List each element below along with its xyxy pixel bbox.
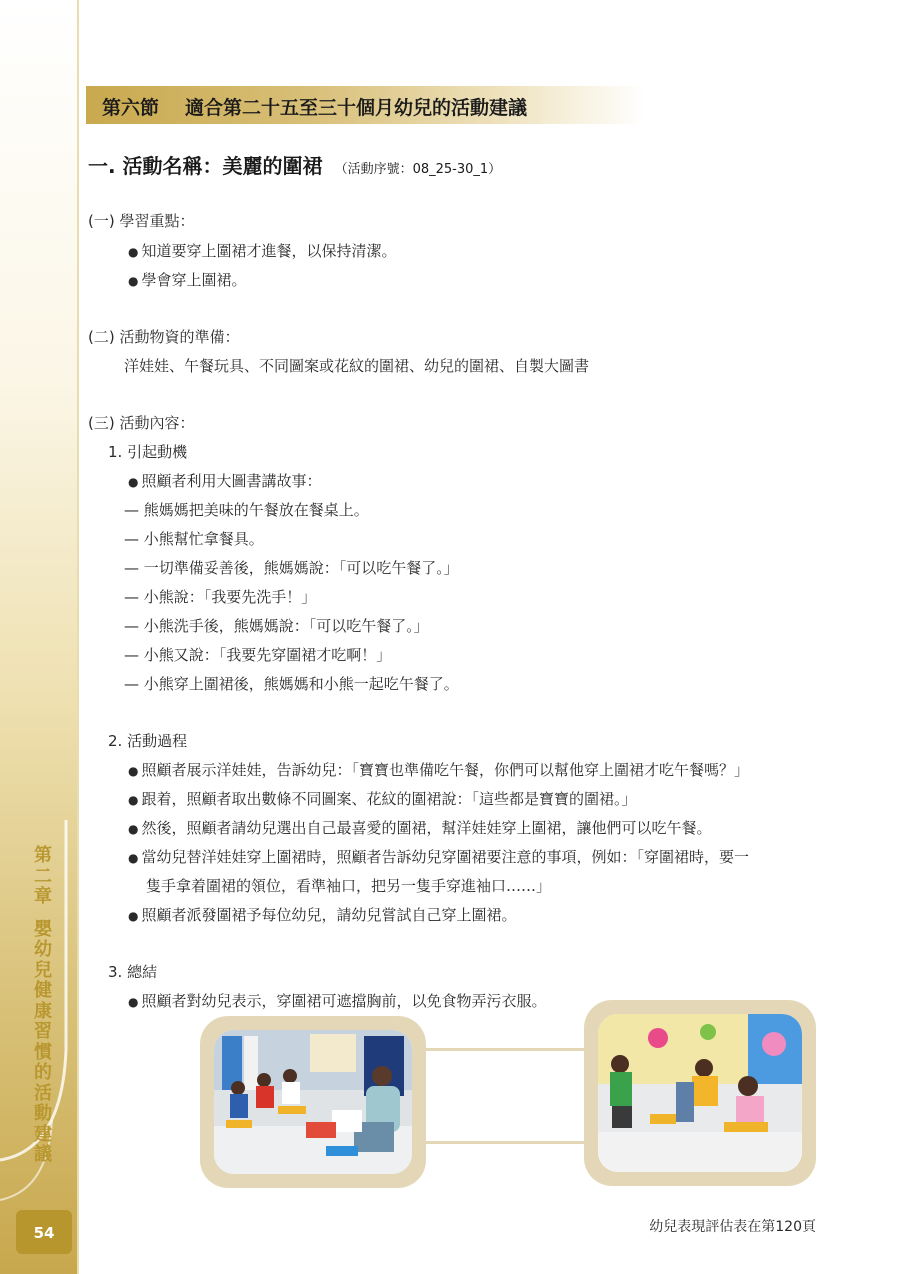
story-line: — 小熊又說：「我要先穿圍裙才吃啊！」 [124,646,392,664]
motivation-heading: 1. 引起動機 [108,443,188,461]
activity-title [88,150,501,179]
bullet-icon: ● [128,909,139,923]
chapter-title-char: 動 [34,1103,52,1124]
chapter-title-char: 議 [34,1144,52,1165]
list-item: ● 知道要穿上圍裙才進餐，以保持清潔。 [128,242,397,260]
chapter-title-char: 習 [34,1021,52,1042]
bullet-icon: ● [128,475,139,489]
chapter-char: 第 [34,845,52,866]
list-item: ● 照顧者派發圍裙予每位幼兒，請幼兒嘗試自己穿上圍裙。 [128,906,517,924]
classroom-photo-left [214,1030,412,1174]
story-line: — 小熊幫忙拿餐具。 [124,530,264,548]
materials-heading: (二) 活動物資的準備： [88,328,240,346]
bullet-icon: ● [128,851,139,865]
story-line: — 小熊洗手後，熊媽媽說：「可以吃午餐了。」 [124,617,429,635]
chapter-title-char: 幼 [34,939,52,960]
chapter-title-char: 活 [34,1082,52,1104]
bullet-icon: ● [128,764,139,778]
bullet-icon: ● [128,245,139,259]
photo-frame-left [200,1016,426,1188]
classroom-photo-right [598,1014,802,1172]
chapter-title-char: 健 [34,980,52,1001]
section-name: 適合第二十五至三十個月幼兒的活動建議 [185,97,528,119]
list-item: ● 照顧者對幼兒表示，穿圍裙可遮擋胸前，以免食物弄污衣服。 [128,992,547,1010]
bullet-icon: ● [128,822,139,836]
story-line: — 小熊說：「我要先洗手！」 [124,588,317,606]
learning-heading: (一) 學習重點： [88,212,195,230]
section-title [102,93,527,120]
list-item-continuation: 隻手拿着圍裙的領位，看準袖口，把另一隻手穿進袖口……」 [146,877,552,895]
list-item: ● 照顧者利用大圖書講故事： [128,472,322,490]
summary-heading: 3. 總結 [108,963,158,981]
chapter-title-char: 嬰 [34,918,52,940]
list-item: ● 照顧者展示洋娃娃，告訴幼兒：「寶寶也準備吃午餐，你們可以幫他穿上圍裙才吃午餐嗎？」 [128,761,749,779]
chapter-title-char: 建 [34,1123,52,1145]
story-line: — 一切準備妥善後，熊媽媽說：「可以吃午餐了。」 [124,559,459,577]
activity-code: （活動序號：08_25-30_1） [334,162,502,177]
list-item: ● 跟着，照顧者取出數條不同圖案、花紋的圍裙說：「這些都是寶寶的圍裙。」 [128,790,637,808]
bullet-icon: ● [128,995,139,1009]
chapter-char: 二 [34,865,52,887]
photo-connector [426,1048,584,1144]
chapter-title-char: 康 [34,1000,52,1022]
materials-text: 洋娃娃、午餐玩具、不同圖案或花紋的圍裙、幼兒的圍裙、自製大圖書 [124,357,590,375]
page-number: 54 [33,1224,55,1242]
story-line: — 小熊穿上圍裙後，熊媽媽和小熊一起吃午餐了。 [124,675,459,693]
list-item: ● 當幼兒替洋娃娃穿上圍裙時，照顧者告訴幼兒穿圍裙要注意的事項，例如：「穿圍裙時，要一 [128,848,749,866]
bullet-icon: ● [128,274,139,288]
list-item: ● 學會穿上圍裙。 [128,271,247,289]
chapter-tab [26,846,60,1166]
activity-name: 一. 活動名稱：美麗的圍裙 [88,154,323,178]
photo-frame-right [584,1000,816,1186]
process-heading: 2. 活動過程 [108,732,188,750]
list-item: ● 然後，照顧者請幼兒選出自己最喜愛的圍裙，幫洋娃娃穿上圍裙，讓他們可以吃午餐。 [128,819,712,837]
chapter-title-char: 的 [34,1062,52,1083]
chapter-char: 章 [34,886,52,907]
chapter-title-char: 兒 [34,959,52,981]
classroom-photo-icon [598,1014,802,1172]
classroom-photo-icon [214,1030,412,1174]
bullet-icon: ● [128,793,139,807]
content-heading: (三) 活動內容： [88,414,195,432]
section-number: 第六節 [102,97,160,119]
assessment-note: 幼兒表現評估表在第120頁 [649,1219,816,1235]
chapter-title-char: 慣 [34,1041,52,1063]
story-line: — 熊媽媽把美味的午餐放在餐桌上。 [124,501,369,519]
